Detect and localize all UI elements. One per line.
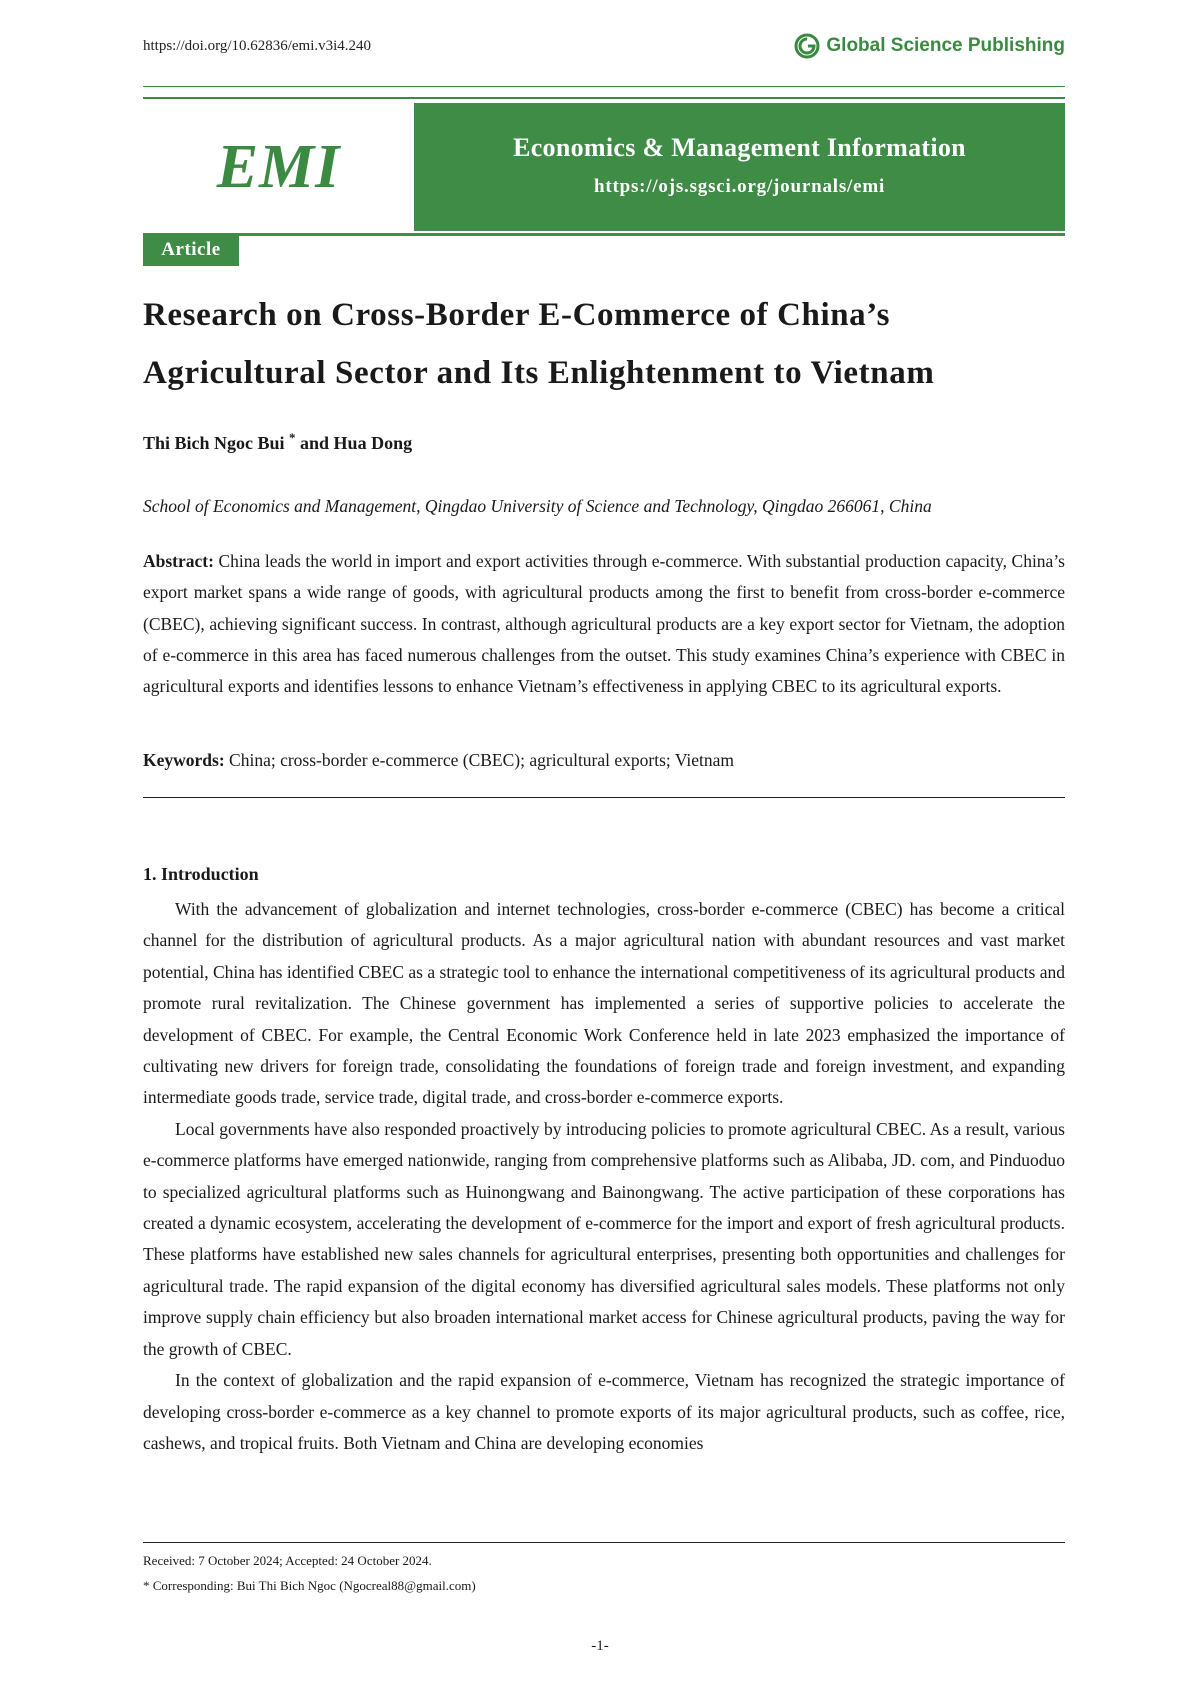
journal-name: Economics & Management Information [513, 133, 966, 162]
abstract-divider [143, 797, 1065, 798]
abstract [143, 546, 1065, 702]
journal-abbrev-logo: EMI [216, 132, 341, 201]
article-type-badge: Article [143, 236, 239, 266]
paper-title: Research on Cross-Border E-Commerce of China’s Agricultural Sector and Its Enlightenment to Vietnam [143, 297, 935, 391]
body-paragraph: In the context of globalization and the rapid expansion of e-commerce, Vietnam has recognized the strategic importance of developing cross-border e-commerce as a key channel to promote exports of its major agricultural products, such as coffee, rice, cashews, and tropical fruits. Both Vietnam and China are developing economies [143, 1370, 1065, 1453]
globe-swirl-icon [794, 33, 820, 59]
corresponding-mark: * [289, 430, 296, 445]
author-secondary: and Hua Dong [300, 433, 413, 453]
keywords [143, 750, 734, 771]
footnote-divider [143, 1542, 1065, 1543]
author-primary: Thi Bich Ngoc Bui [143, 433, 285, 453]
journal-url[interactable]: https://ojs.sgsci.org/journals/emi [593, 176, 886, 197]
journal-banner [414, 103, 1065, 231]
abstract-label: Abstract: [143, 551, 214, 571]
header-rule-thin [143, 86, 1065, 87]
author-list [143, 430, 412, 454]
abstract-text: China leads the world in import and export activities through e-commerce. With substantial production capacity, China’s export market spans a wide range of goods, with agricultural products among the first to benefit from cross-border e-commerce (CBEC), achieving significant success. In contrast, although agricultural products are a key export sector for Vietnam, the adoption of e-commerce in this area has faced numerous challenges from the outset. This study examines China’s experience with CBEC in agricultural exports and identifies lessons to enhance Vietnam’s effectiveness in applying CBEC to its agricultural exports. [143, 551, 1065, 697]
affiliation: School of Economics and Management, Qingdao University of Science and Technology, Qingdao 266061, China [143, 496, 932, 516]
keywords-text: China; cross-border e-commerce (CBEC); agricultural exports; Vietnam [229, 750, 735, 770]
publisher-name: Global Science Publishing [826, 35, 1065, 56]
section-body [143, 894, 1065, 1459]
doi-link[interactable]: https://doi.org/10.62836/emi.v3i4.240 [143, 38, 372, 54]
publisher-logo [794, 33, 1065, 59]
received-dates: Received: 7 October 2024; Accepted: 24 October 2024. [143, 1553, 432, 1568]
banner-rule [143, 233, 1065, 236]
body-paragraph: With the advancement of globalization and internet technologies, cross-border e-commerce (CBEC) has become a critical channel for the distribution of agricultural products. As a major agricultural nation with abundant resources and vast market potential, China has identified CBEC as a strategic tool to enhance the international competitiveness of its agricultural products and promote rural revitalization. The Chinese government has implemented a series of supportive policies to accelerate the development of CBEC. For example, the Central Economic Work Conference held in late 2023 emphasized the importance of cultivating new drivers for foreign trade, consolidating the foundations of foreign trade and foreign investment, and expanding intermediate goods trade, service trade, digital trade, and cross-border e-commerce exports. [143, 899, 1065, 1108]
body-paragraph: Local governments have also responded proactively by introducing policies to promote agricultural CBEC. As a result, various e-commerce platforms have emerged nationwide, ranging from comprehensive platforms such as Alibaba, JD. com, and Pinduoduo to specialized agricultural platforms such as Huinongwang and Bainongwang. The active participation of these corporations has created a dynamic ecosystem, accelerating the development of e-commerce for the import and export of fresh agricultural products. These platforms have established new sales channels for agricultural enterprises, presenting both opportunities and challenges for agricultural trade. The rapid expansion of the digital economy has diversified agricultural sales models. These platforms not only improve supply chain efficiency but also broaden international market access for Chinese agricultural products, paving the way for the growth of CBEC. [143, 1118, 1065, 1359]
keywords-label: Keywords: [143, 750, 225, 770]
section-heading: 1. Introduction [143, 864, 259, 884]
page-number: -1- [591, 1638, 609, 1654]
corresponding-author-note: * Corresponding: Bui Thi Bich Ngoc (Ngocreal88@gmail.com) [143, 1578, 476, 1593]
header-rule [143, 97, 1065, 99]
